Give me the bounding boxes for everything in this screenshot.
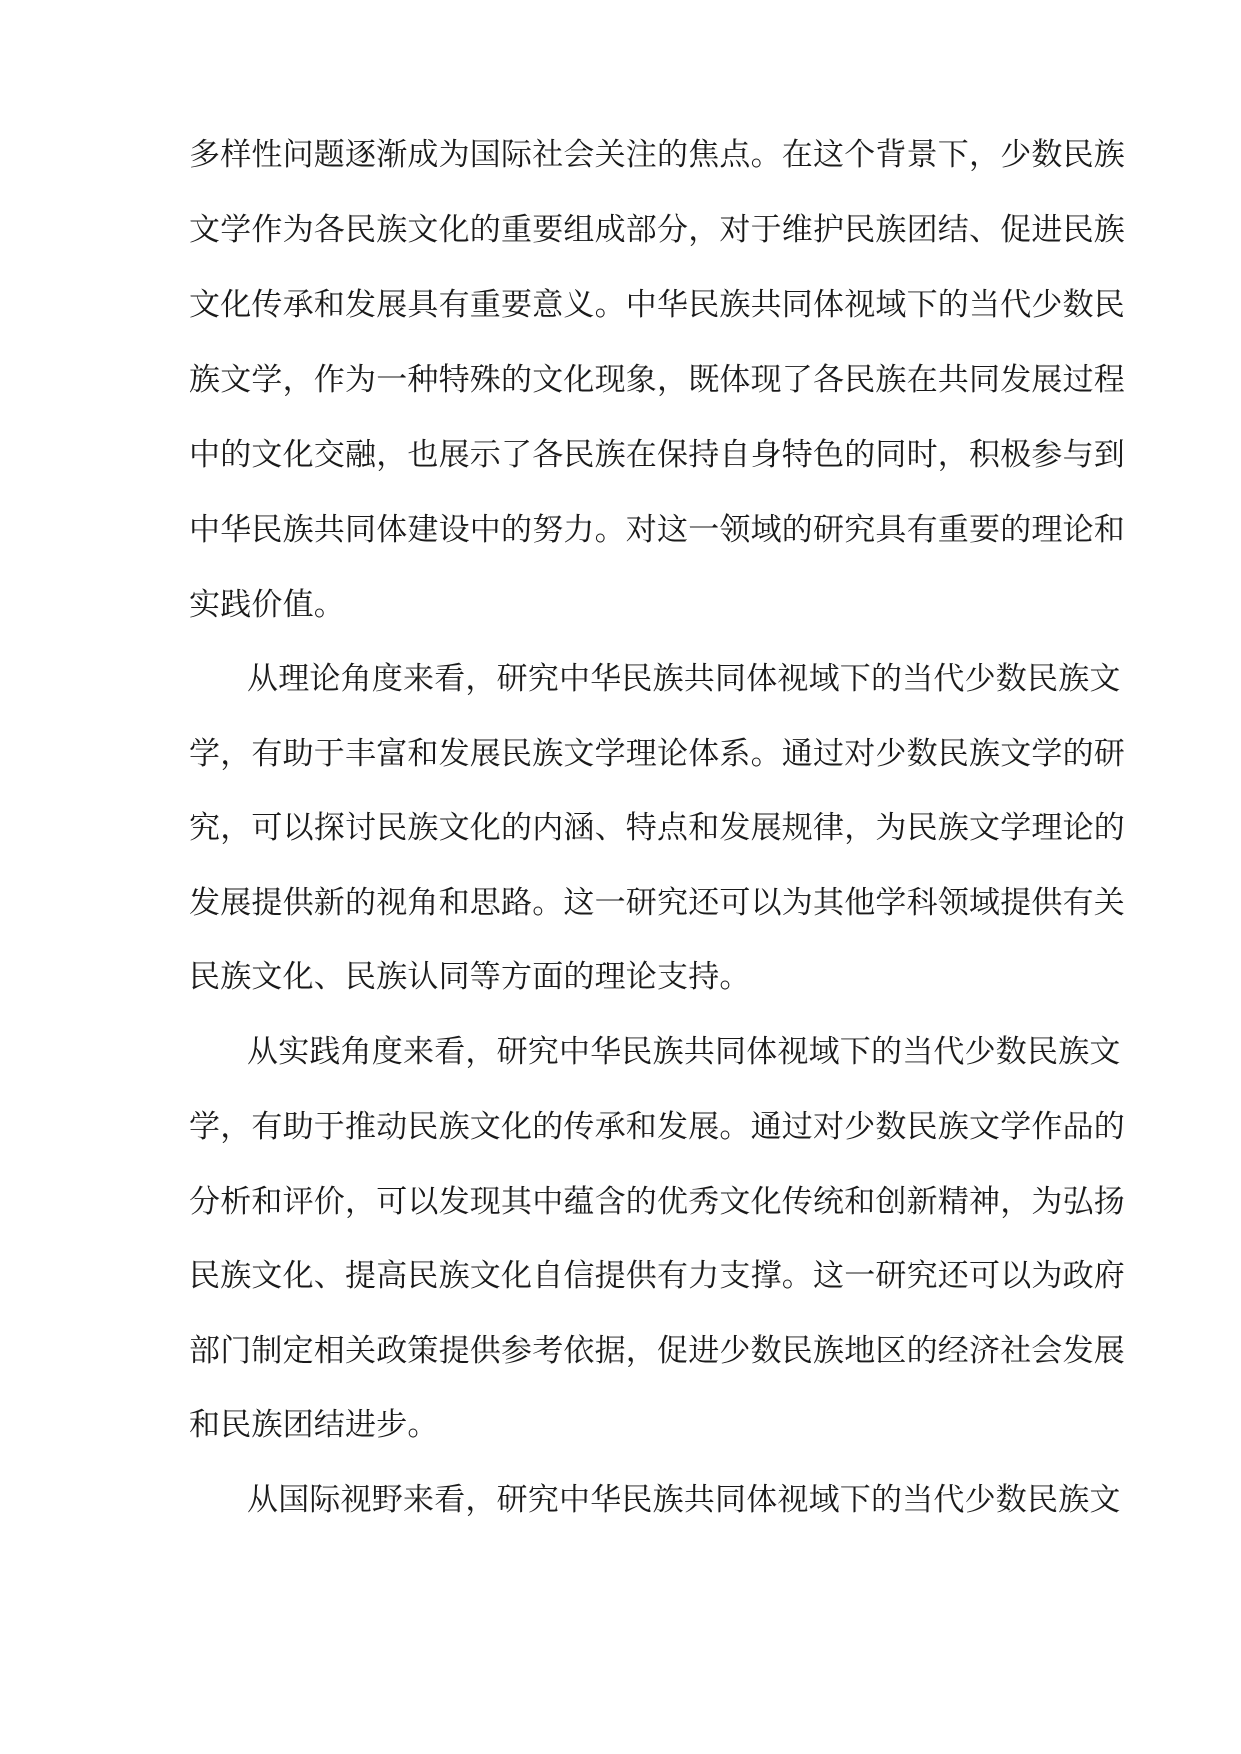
- paragraph-first-line: 从国际视野来看，研究中华民族共同体视域下的当代少数民族文: [247, 1482, 1121, 1518]
- text-line: 中华民族共同体建设中的努力。对这一领域的研究具有重要的理论和: [189, 512, 1125, 548]
- text-line: 学，有助于推动民族文化的传承和发展。通过对少数民族文学作品的: [189, 1109, 1125, 1145]
- text-line: 民族文化、提高民族文化自信提供有力支撑。这一研究还可以为政府: [189, 1258, 1125, 1294]
- text-line: 部门制定相关政策提供参考依据，促进少数民族地区的经济社会发展: [189, 1333, 1125, 1369]
- paragraph-first-line: 从实践角度来看，研究中华民族共同体视域下的当代少数民族文: [247, 1034, 1121, 1070]
- text-line: 和民族团结进步。: [189, 1407, 439, 1443]
- text-line: 民族文化、民族认同等方面的理论支持。: [189, 959, 751, 995]
- text-line: 多样性问题逐渐成为国际社会关注的焦点。在这个背景下，少数民族: [189, 137, 1125, 173]
- text-line: 中的文化交融，也展示了各民族在保持自身特色的同时，积极参与到: [189, 437, 1125, 473]
- text-line: 究，可以探讨民族文化的内涵、特点和发展规律，为民族文学理论的: [189, 810, 1125, 846]
- text-line: 分析和评价，可以发现其中蕴含的优秀文化传统和创新精神，为弘扬: [189, 1184, 1125, 1220]
- text-line: 族文学，作为一种特殊的文化现象，既体现了各民族在共同发展过程: [189, 362, 1125, 398]
- text-line: 学，有助于丰富和发展民族文学理论体系。通过对少数民族文学的研: [189, 736, 1125, 772]
- text-line: 文学作为各民族文化的重要组成部分，对于维护民族团结、促进民族: [189, 212, 1125, 248]
- text-line: 文化传承和发展具有重要意义。中华民族共同体视域下的当代少数民: [189, 287, 1125, 323]
- text-line: 实践价值。: [189, 587, 345, 623]
- paragraph-first-line: 从理论角度来看，研究中华民族共同体视域下的当代少数民族文: [247, 661, 1121, 697]
- text-line: 发展提供新的视角和思路。这一研究还可以为其他学科领域提供有关: [189, 885, 1125, 921]
